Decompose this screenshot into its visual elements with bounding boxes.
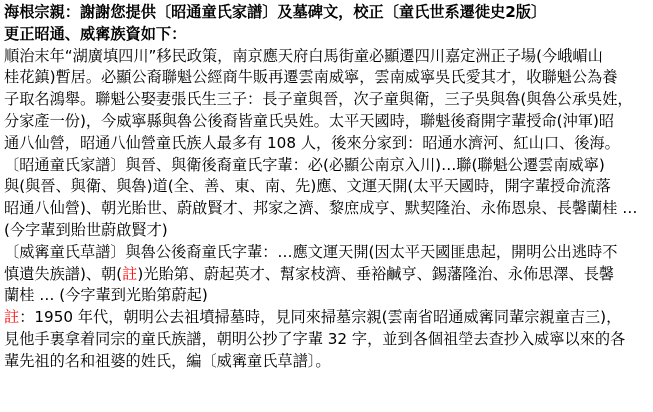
text-segment: )光貽第、蔚起英才、幫家枝濟、垂裕鹹亨、錫藩隆治、永佈思澤、長馨 [137, 264, 615, 283]
text-line: (今字輩到貽世蔚啟賢才) [4, 220, 168, 239]
paragraph-note [4, 307, 649, 372]
document-title: 海根宗親：謝謝您提供〔昭通童氏家譜〕及墓碑文，校正〔童氏世系遷徙史2版〕 [4, 3, 547, 21]
note-line-with-annotation [4, 307, 649, 329]
annotation-marker: 註 [122, 264, 138, 283]
paragraph-lineage [4, 46, 649, 242]
text-line: 〔威寗童氏草譜〕與魯公後裔童氏字輩：…應文運天開(因太平天國匪患起，開明公出逃時不 [4, 242, 618, 261]
paragraph-weining-draft [4, 242, 649, 307]
text-line: 輩先祖的名和祖婆的姓氏，編〔威寗童氏草譜〕。 [4, 351, 331, 370]
text-line: 與(與晉、與衛、與魯)道(全、善、東、南、先)應、文運天開(太平天國時，開字輩授命流落 [4, 177, 611, 196]
text-line: 順治末年“湖廣填四川”移民政策，南京應天府白馬街童必顯遷四川嘉定洲正子場(今峨嵋山 [4, 46, 603, 65]
document-subtitle: 更正昭通、威寗族資如下： [4, 24, 187, 43]
text-line: 〔昭通童氏家譜〕與晉、與衛後裔童氏字輩：必(必顯公南京入川)…聯(聯魁公遷雲南威寧) [4, 155, 605, 174]
text-line-with-annotation [4, 264, 649, 286]
text-segment: 慎遺失族譜)、朝( [4, 264, 123, 283]
text-line: 分家產一份)，今威寧縣與魯公後裔皆童氏吳姓。太平天國時，聯魁後裔開字輩授命(沖軍)昭 [4, 111, 615, 130]
text-line: 通八仙營，昭通八仙營童氏族人最多有 108 人，後來分家到：昭通水濟河、紅山口、後海。 [4, 133, 620, 152]
annotation-marker: 註 [4, 308, 20, 327]
text-line: 見他手裏拿着同宗的童氏族譜，朝明公抄了字輩 32 字，並到各個祖塋去查抄入威寧以來的各 [4, 329, 626, 348]
text-line: 桂花鎮)暫居。必顯公裔聯魁公經商牛販再遷雲南威寧，雲南威寧吳氏愛其才，收聯魁公為養 [4, 68, 618, 87]
text-segment: ：1950 年代，朝明公去祖墳掃墓時，見同來掃墓宗親(雲南省昭通威寗同輩宗親童吉三)， [19, 308, 622, 327]
text-line: 蘭桂 … (今字輩到光貽第蔚起) [4, 286, 208, 305]
document [4, 2, 649, 373]
text-line: 子取名鴻舉。聯魁公娶妻張氏生三子：長子童與晉，次子童與衛，三子吳與魯(與魯公承吳姓， [4, 90, 633, 109]
text-line: 昭通八仙營)、朝光貽世、蔚啟賢才、邦家之濟、黎庶成亨、默契隆治、永佈恩泉、長馨蘭桂 … [4, 199, 638, 218]
